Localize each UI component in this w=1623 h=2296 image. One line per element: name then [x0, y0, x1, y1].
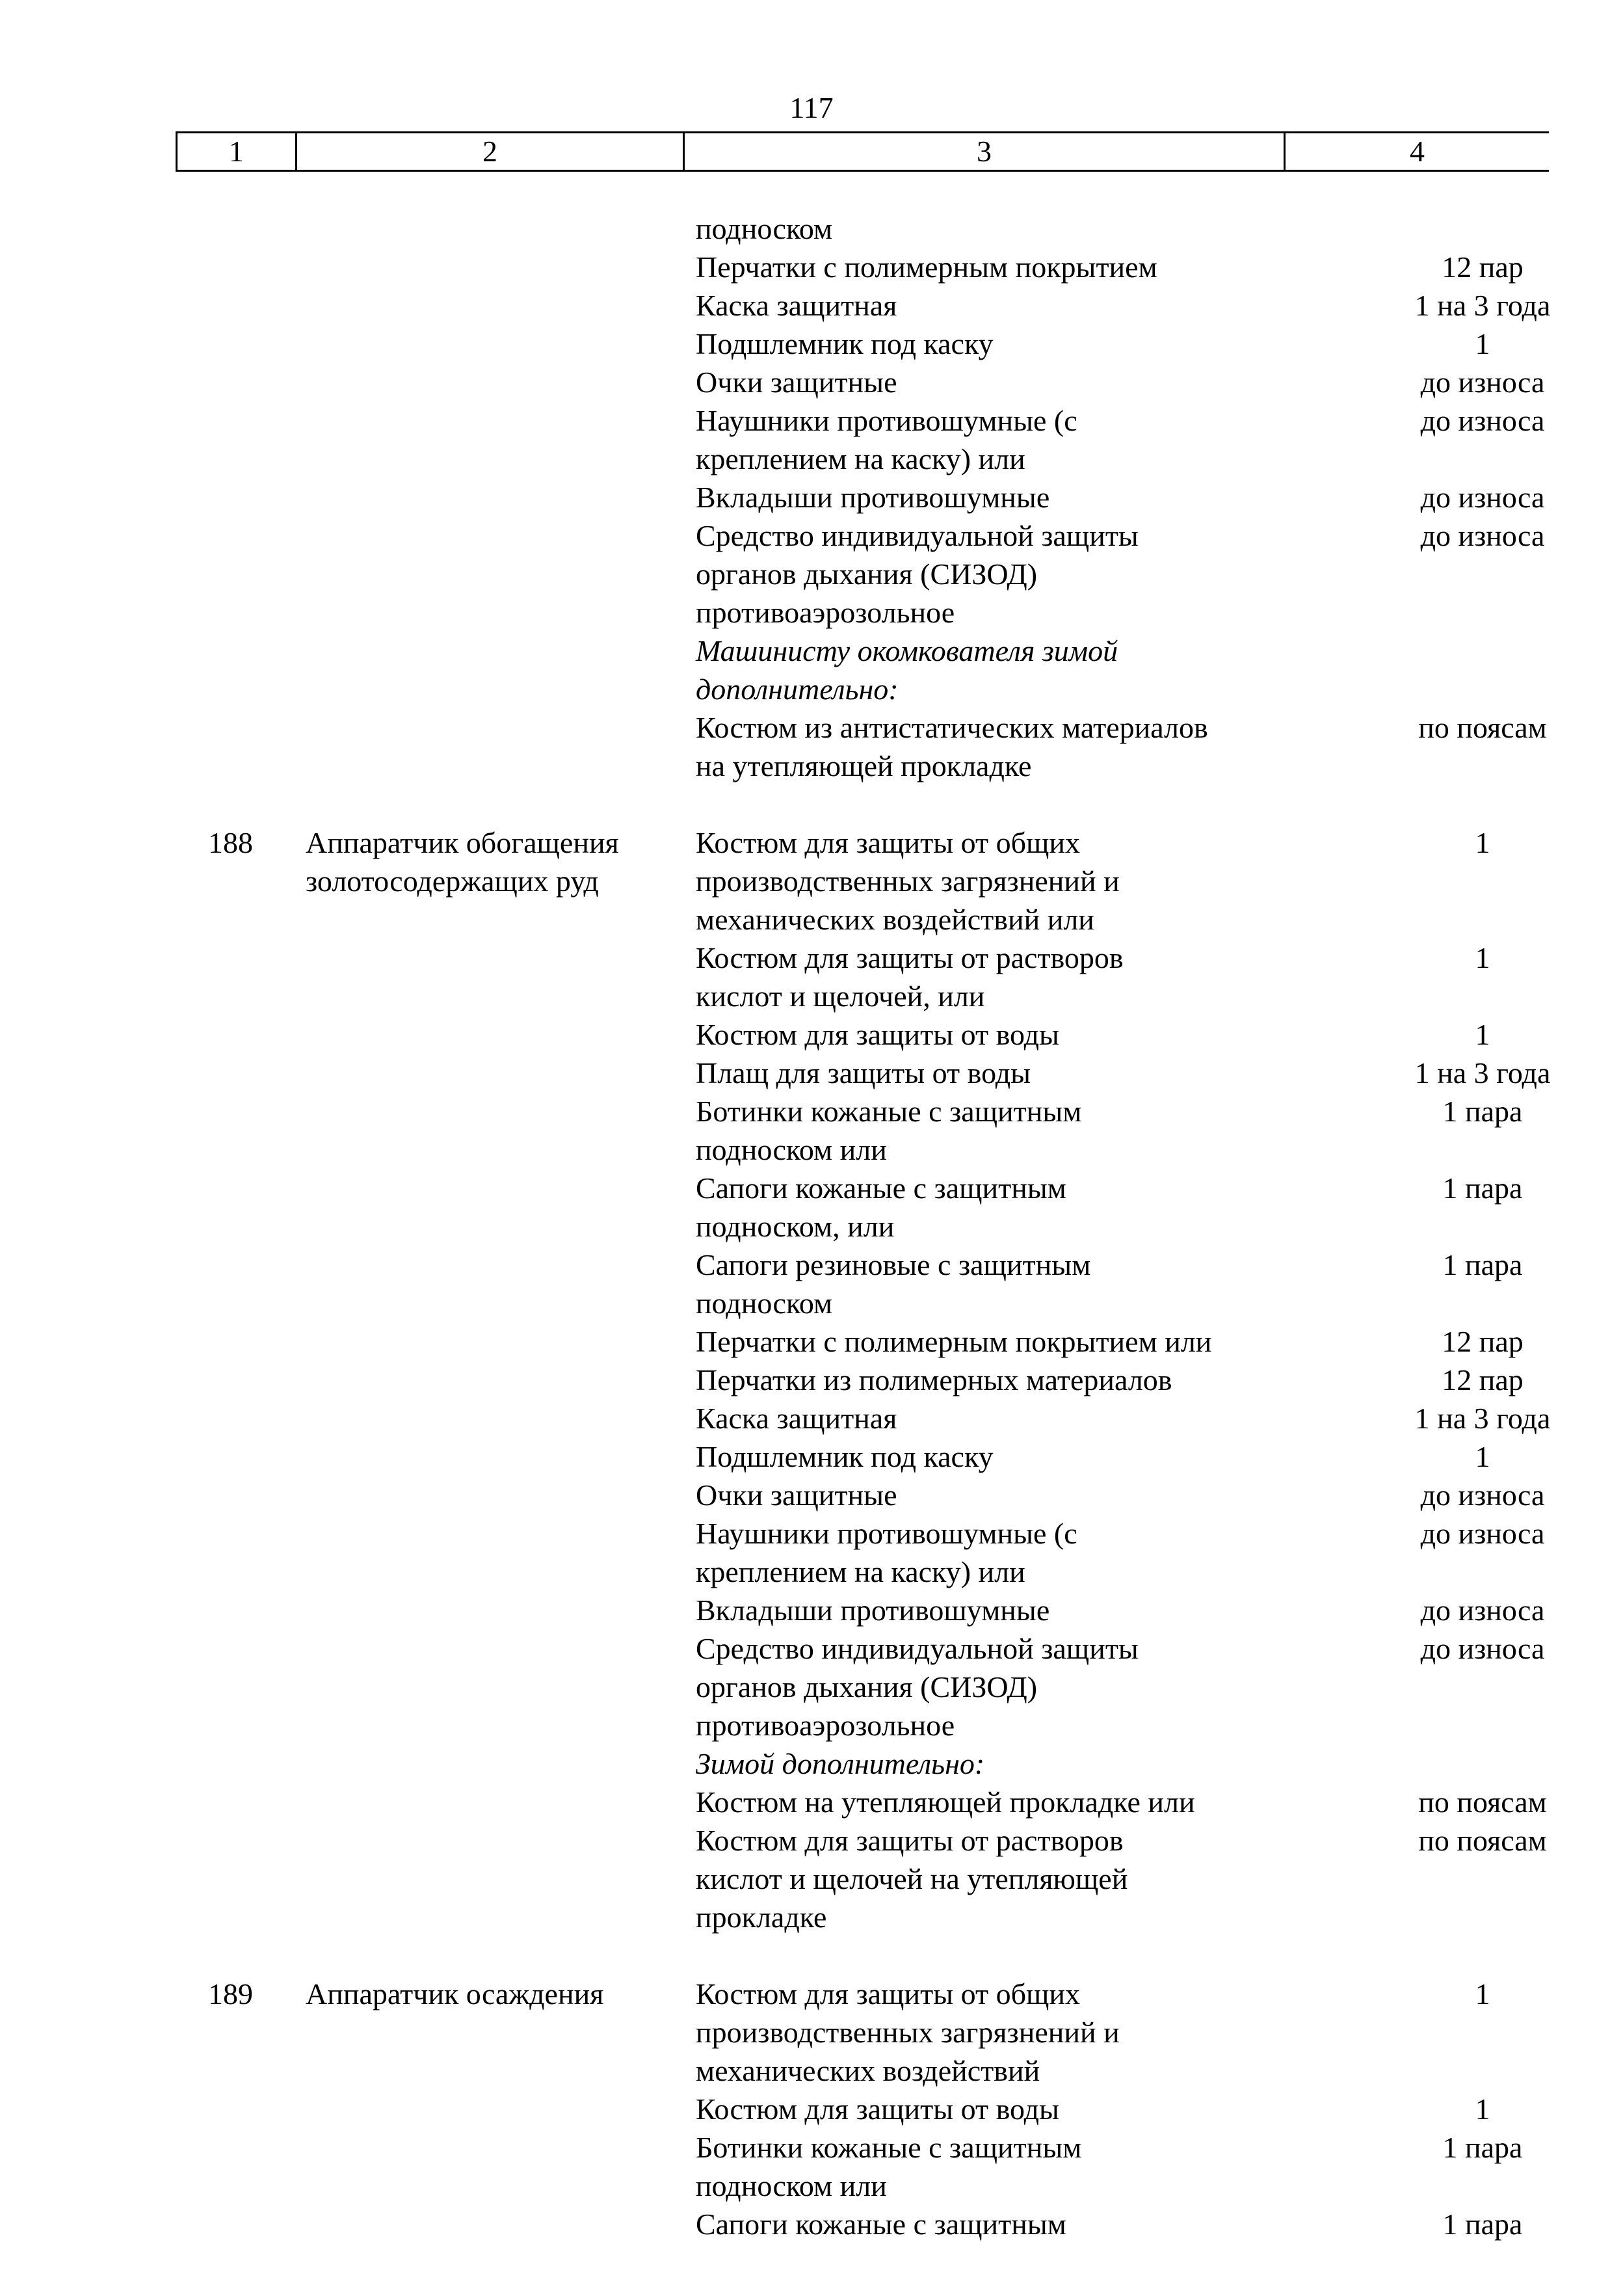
ppe-item: кислот и щелочей, или [696, 980, 985, 1013]
row-number [0, 2013, 306, 2051]
row-number [0, 209, 306, 248]
issue-norm [1346, 1207, 1619, 1246]
issue-norm: 12 пар [1442, 1363, 1524, 1396]
issue-norm: 1 [1475, 327, 1490, 360]
row-number [0, 555, 306, 593]
ppe-item: производственных загрязнений и [696, 2016, 1120, 2049]
occupation-name [306, 363, 696, 401]
ppe-item: Перчатки с полимерным покрытием [696, 250, 1157, 284]
row-number [0, 1130, 306, 1169]
table-row [0, 1706, 1623, 1744]
row-number [0, 1399, 306, 1437]
table-row [0, 1860, 1623, 1898]
table-row [0, 1284, 1623, 1322]
row-number [0, 325, 306, 363]
ppe-item: Сапоги резиновые с защитным [696, 1248, 1091, 1281]
ppe-item: Костюм на утепляющей прокладке или [696, 1785, 1195, 1819]
occupation-name [306, 1015, 696, 1054]
row-number [0, 1898, 306, 1936]
column-header-3: 3 [685, 133, 1286, 170]
issue-norm: 1 [1475, 1977, 1490, 2010]
row-number [0, 1476, 306, 1514]
occupation-name [306, 2090, 696, 2128]
occupation-name [306, 1246, 696, 1284]
column-header-row [176, 131, 1549, 172]
issue-norm [1346, 1898, 1619, 1936]
issue-norm: 1 на 3 года [1414, 1402, 1551, 1435]
occupation-name [306, 209, 696, 248]
table-row [0, 478, 1623, 516]
ppe-item: креплением на каску) или [696, 442, 1025, 475]
table-row [0, 1744, 1623, 1783]
occupation-name [306, 1284, 696, 1322]
table-row [0, 325, 1623, 363]
row-number: 188 [208, 826, 253, 859]
page-number: 117 [789, 91, 834, 124]
row-number [0, 1361, 306, 1399]
occupation-name [306, 1591, 696, 1629]
ppe-item: противоаэрозольное [696, 596, 955, 629]
occupation-name [306, 2205, 696, 2243]
occupation-name [306, 401, 696, 440]
ppe-item: Наушники противошумные (с [696, 404, 1077, 437]
column-header-1: 1 [178, 133, 297, 170]
ppe-item: Наушники противошумные (с [696, 1517, 1077, 1550]
table-row [0, 1399, 1623, 1437]
ppe-item: Подшлемник под каску [696, 1440, 994, 1473]
table-row [0, 1629, 1623, 1668]
table-row [0, 1246, 1623, 1284]
table-row [0, 823, 1623, 862]
issue-norm: 1 [1475, 941, 1490, 974]
ppe-item: Сапоги кожаные с защитным [696, 2208, 1066, 2241]
occupation-name [306, 670, 696, 708]
row-number [0, 1668, 306, 1706]
row-number [0, 1207, 306, 1246]
issue-norm: 1 пара [1442, 2208, 1523, 2241]
table-row [0, 1898, 1623, 1936]
issue-norm [1346, 555, 1619, 593]
table-row [0, 1437, 1623, 1476]
row-number [0, 1092, 306, 1130]
row-number [0, 1322, 306, 1361]
issue-norm: до износа [1420, 519, 1545, 552]
ppe-item: производственных загрязнений и [696, 864, 1120, 898]
row-number [0, 1284, 306, 1322]
ppe-item: органов дыхания (СИЗОД) [696, 557, 1038, 591]
occupation-name [306, 286, 696, 325]
ppe-item: Подшлемник под каску [696, 327, 994, 360]
row-number [0, 900, 306, 939]
table-row [0, 1015, 1623, 1054]
table-row [0, 2051, 1623, 2090]
row-number [0, 2051, 306, 2090]
issue-norm [1346, 209, 1619, 248]
ppe-item: Каска защитная [696, 289, 897, 322]
table-row [0, 1476, 1623, 1514]
row-number [0, 1514, 306, 1553]
occupation-name [306, 1361, 696, 1399]
ppe-item: Ботинки кожаные с защитным [696, 2131, 1082, 2164]
issue-norm [1346, 1860, 1619, 1898]
row-number [0, 939, 306, 977]
issue-norm: до износа [1420, 1632, 1545, 1665]
issue-norm: по поясам [1418, 1824, 1547, 1857]
table-row [0, 1514, 1623, 1553]
issue-norm [1346, 862, 1619, 900]
ppe-item: кислот и щелочей на утепляющей [696, 1862, 1128, 1895]
row-number [0, 286, 306, 325]
table-row [0, 286, 1623, 325]
issue-norm: 1 пара [1442, 1095, 1523, 1128]
issue-norm [1346, 2167, 1619, 2205]
table-row [0, 862, 1623, 900]
table-row [0, 977, 1623, 1015]
table-row [0, 209, 1623, 248]
ppe-item: Очки защитные [696, 1478, 897, 1512]
table-row [0, 708, 1623, 747]
row-number [0, 1591, 306, 1629]
section-gap [0, 785, 1623, 823]
row-number [0, 1437, 306, 1476]
occupation-name [306, 2128, 696, 2167]
row-number [0, 1821, 306, 1860]
table-row [0, 1207, 1623, 1246]
table-row [0, 516, 1623, 555]
row-number: 189 [208, 1977, 253, 2010]
row-number [0, 440, 306, 478]
issue-norm [1346, 1706, 1619, 1744]
row-number [0, 593, 306, 632]
table-row [0, 1361, 1623, 1399]
table-row [0, 1975, 1623, 2013]
issue-norm: до износа [1420, 404, 1545, 437]
column-header-4: 4 [1410, 135, 1425, 168]
ppe-item: Зимой дополнительно: [696, 1747, 985, 1780]
ppe-item: Костюм для защиты от общих [696, 1977, 1081, 2010]
table-row [0, 1169, 1623, 1207]
ppe-item: прокладке [696, 1901, 827, 1934]
issue-norm [1346, 593, 1619, 632]
issue-norm: 1 пара [1442, 1248, 1523, 1281]
row-number [0, 670, 306, 708]
ppe-item: дополнительно: [696, 673, 899, 706]
table-row [0, 2090, 1623, 2128]
ppe-item: подноском [696, 212, 833, 245]
ppe-item: Перчатки из полимерных материалов [696, 1363, 1172, 1396]
issue-norm: 1 на 3 года [1414, 289, 1551, 322]
occupation-name [306, 1476, 696, 1514]
row-number [0, 1629, 306, 1668]
ppe-item: механических воздействий [696, 2054, 1040, 2087]
table-row [0, 1322, 1623, 1361]
table-row [0, 1130, 1623, 1169]
occupation-name [306, 1437, 696, 1476]
table-row [0, 1092, 1623, 1130]
table-row [0, 747, 1623, 785]
occupation-name [306, 516, 696, 555]
occupation-name [306, 1514, 696, 1553]
row-number [0, 1744, 306, 1783]
issue-norm: до износа [1420, 1517, 1545, 1550]
table-row [0, 363, 1623, 401]
occupation-name [306, 593, 696, 632]
issue-norm [1346, 1284, 1619, 1322]
row-number [0, 632, 306, 670]
row-number [0, 1706, 306, 1744]
occupation-name [306, 977, 696, 1015]
row-number [0, 747, 306, 785]
issue-norm: до износа [1420, 1594, 1545, 1627]
row-number [0, 401, 306, 440]
table-row [0, 555, 1623, 593]
table-row [0, 1591, 1623, 1629]
occupation-name [306, 1130, 696, 1169]
issue-norm [1346, 1553, 1619, 1591]
ppe-item: подноском [696, 1287, 833, 1320]
row-number [0, 2090, 306, 2128]
occupation-name [306, 325, 696, 363]
issue-norm: 1 [1475, 1018, 1490, 1051]
ppe-item: противоаэрозольное [696, 1709, 955, 1742]
ppe-item: органов дыхания (СИЗОД) [696, 1670, 1038, 1703]
ppe-item: Машинисту окомкователя зимой [696, 634, 1118, 667]
issue-norm [1346, 670, 1619, 708]
occupation-name [306, 478, 696, 516]
ppe-item: Каска защитная [696, 1402, 897, 1435]
row-number [0, 1783, 306, 1821]
row-number [0, 1169, 306, 1207]
row-number [0, 1246, 306, 1284]
issue-norm [1346, 2013, 1619, 2051]
ppe-item: Костюм для защиты от общих [696, 826, 1081, 859]
issue-norm: по поясам [1418, 1785, 1547, 1819]
row-number [0, 977, 306, 1015]
issue-norm: до износа [1420, 1478, 1545, 1512]
ppe-item: Вкладыши противошумные [696, 481, 1050, 514]
table-row [0, 2205, 1623, 2243]
row-number [0, 862, 306, 900]
row-number [0, 1553, 306, 1591]
issue-norm: 1 [1475, 1440, 1490, 1473]
ppe-item: креплением на каску) или [696, 1555, 1025, 1588]
ppe-item: Средство индивидуальной защиты [696, 519, 1139, 552]
table-row [0, 1783, 1623, 1821]
table-row [0, 2128, 1623, 2167]
occupation-name [306, 1898, 696, 1936]
occupation-name [306, 1783, 696, 1821]
occupation-name [306, 747, 696, 785]
occupation-name [306, 1821, 696, 1860]
row-number [0, 2205, 306, 2243]
table-row [0, 939, 1623, 977]
table-row [0, 248, 1623, 286]
ppe-item: Костюм для защиты от растворов [696, 1824, 1124, 1857]
issue-norm: 1 [1475, 826, 1490, 859]
row-number [0, 2167, 306, 2205]
ppe-item: подноском, или [696, 1210, 895, 1243]
column-header-2: 2 [297, 133, 685, 170]
occupation-name [306, 939, 696, 977]
row-number [0, 516, 306, 555]
issue-norm [1346, 747, 1619, 785]
ppe-item: подноском или [696, 1133, 887, 1166]
occupation-name [306, 1629, 696, 1668]
table-row [0, 2013, 1623, 2051]
ppe-item: на утепляющей прокладке [696, 749, 1032, 782]
occupation-name [306, 632, 696, 670]
occupation-name [306, 1860, 696, 1898]
occupation-name [306, 900, 696, 939]
issue-norm: 1 пара [1442, 2131, 1523, 2164]
ppe-item: Костюм из антистатических материалов [696, 711, 1208, 744]
issue-norm [1346, 1744, 1619, 1783]
ppe-item: подноском или [696, 2169, 887, 2202]
issue-norm: до износа [1420, 481, 1545, 514]
occupation-name [306, 1207, 696, 1246]
row-number [0, 248, 306, 286]
ppe-item: Костюм для защиты от растворов [696, 941, 1124, 974]
table-row [0, 401, 1623, 440]
row-number [0, 708, 306, 747]
ppe-item: механических воздействий или [696, 903, 1094, 936]
section-gap [0, 1936, 1623, 1975]
issue-norm [1346, 440, 1619, 478]
occupation-name [306, 1553, 696, 1591]
ppe-item: Костюм для защиты от воды [696, 2092, 1059, 2126]
row-number [0, 478, 306, 516]
ppe-item: Сапоги кожаные с защитным [696, 1171, 1066, 1205]
issue-norm: 1 [1475, 2092, 1490, 2126]
issue-norm [1346, 1130, 1619, 1169]
occupation-name [306, 2051, 696, 2090]
table-row [0, 632, 1623, 670]
row-number [0, 1860, 306, 1898]
occupation-name [306, 1744, 696, 1783]
occupation-name [306, 2167, 696, 2205]
occupation-name [306, 440, 696, 478]
occupation-name [306, 708, 696, 747]
table-row [0, 1668, 1623, 1706]
ppe-item: Средство индивидуальной защиты [696, 1632, 1139, 1665]
table-row [0, 440, 1623, 478]
issue-norm [1346, 900, 1619, 939]
ppe-item: Плащ для защиты от воды [696, 1056, 1031, 1089]
row-number [0, 2128, 306, 2167]
issue-norm: 12 пар [1442, 250, 1524, 284]
issue-norm: по поясам [1418, 711, 1547, 744]
table-row [0, 593, 1623, 632]
occupation-name: Аппаратчик осаждения [306, 1977, 604, 2010]
issue-norm [1346, 632, 1619, 670]
table-row [0, 670, 1623, 708]
occupation-name [306, 1169, 696, 1207]
table-body [0, 209, 1623, 2243]
occupation-name [306, 1668, 696, 1706]
ppe-item: Перчатки с полимерным покрытием или [696, 1325, 1212, 1358]
occupation-name [306, 1054, 696, 1092]
table-row [0, 900, 1623, 939]
issue-norm: до износа [1420, 366, 1545, 399]
table-row [0, 2167, 1623, 2205]
occupation-name [306, 1092, 696, 1130]
ppe-item: Очки защитные [696, 366, 897, 399]
occupation-name [306, 1322, 696, 1361]
issue-norm: 1 на 3 года [1414, 1056, 1551, 1089]
occupation-name [306, 248, 696, 286]
table-row [0, 1821, 1623, 1860]
occupation-name [306, 1399, 696, 1437]
row-number [0, 363, 306, 401]
issue-norm [1346, 1668, 1619, 1706]
ppe-item: Вкладыши противошумные [696, 1594, 1050, 1627]
occupation-name: Аппаратчик обогащения [306, 826, 619, 859]
occupation-name [306, 555, 696, 593]
occupation-name [306, 2013, 696, 2051]
ppe-item: Костюм для защиты от воды [696, 1018, 1059, 1051]
occupation-name: золотосодержащих руд [306, 864, 599, 898]
occupation-name [306, 1706, 696, 1744]
row-number [0, 1015, 306, 1054]
issue-norm: 12 пар [1442, 1325, 1524, 1358]
row-number [0, 1054, 306, 1092]
ppe-item: Ботинки кожаные с защитным [696, 1095, 1082, 1128]
table-row [0, 1553, 1623, 1591]
issue-norm [1346, 977, 1619, 1015]
issue-norm [1346, 2051, 1619, 2090]
table-row [0, 1054, 1623, 1092]
issue-norm: 1 пара [1442, 1171, 1523, 1205]
